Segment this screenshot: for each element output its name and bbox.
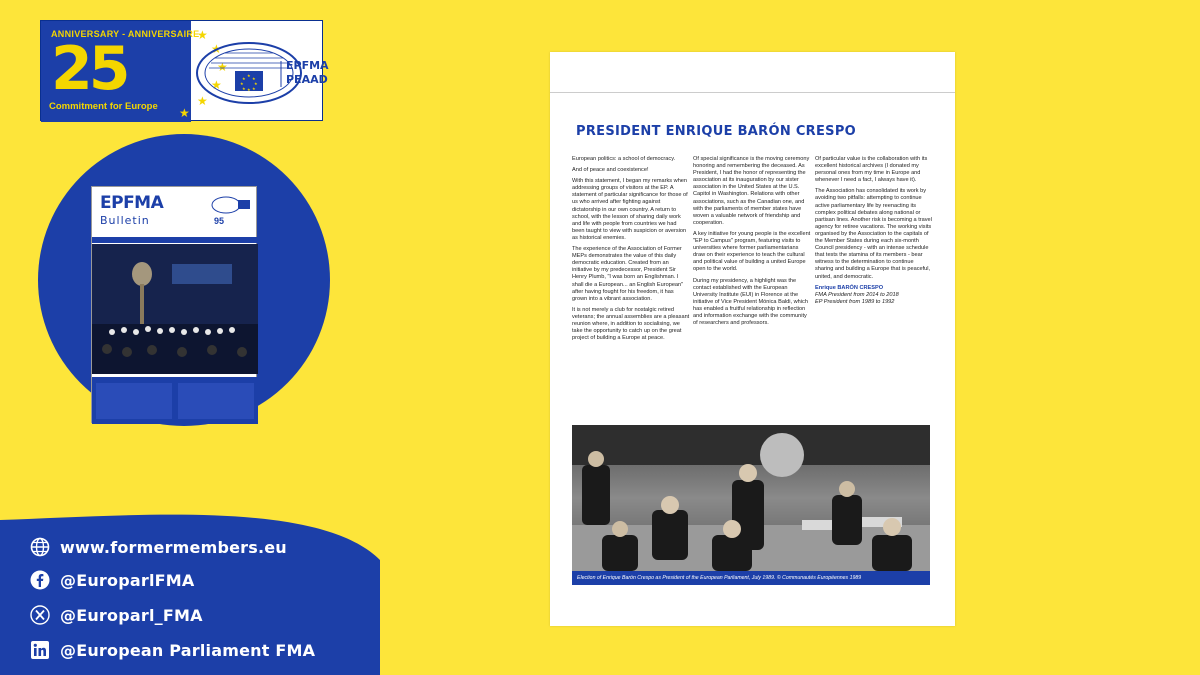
org-name-en: EPFMA	[286, 59, 329, 72]
anniversary-logo	[40, 20, 329, 121]
svg-text:★: ★	[197, 28, 208, 42]
bulletin-cover-photo	[92, 244, 258, 374]
svg-text:★: ★	[252, 76, 256, 81]
paragraph: European politics: a school of democracy.	[572, 156, 676, 162]
page-header-bar	[550, 52, 955, 93]
paragraph: It is not merely a club for nostalgic retired veterans; the annual assemblies are a pleasant reunion where, in addition to socialising, we take the opportunity to catch up on the great project of building a Europe at peace.	[572, 306, 690, 342]
linkedin-icon	[30, 640, 50, 660]
article-page	[550, 52, 955, 626]
svg-text:★: ★	[179, 106, 190, 120]
org-name-fr: PEAAD	[286, 73, 328, 86]
bulletin-subtitle: Bulletin	[100, 214, 150, 227]
article-column-3	[815, 156, 933, 306]
paragraph: With this statement, I began my remarks when addressing groups of visitors at the EP. A statement of particular significance for those of us who arrived after fighting against dictatorship in our own country. A return to school, with the lesson of sharing daily work and life with people from countries we had been taught to view with suspicion or aversion as historical enemies.	[572, 178, 688, 241]
svg-text:★: ★	[254, 81, 258, 86]
paragraph: Of particular value is the collaboration with its excellent historical archives (I donated my personal ones from my time in Europe and whenever I need a fact, I always have it).	[815, 156, 928, 184]
facebook-label: @EuroparlFMA	[60, 570, 195, 590]
website-label: www.formermembers.eu	[60, 537, 287, 557]
bulletin-title: EPFMA	[100, 193, 164, 213]
svg-text:★: ★	[211, 42, 222, 56]
bulletin-issue-number: 95	[214, 216, 225, 226]
signature-line-1: FMA President from 2014 to 2018	[815, 291, 899, 298]
signature-name: Enrique BARÓN CRESPO	[815, 284, 884, 291]
article-photo	[572, 425, 930, 571]
signature-line-2: EP President from 1989 to 1992	[815, 298, 895, 305]
anniversary-tagline: Commitment for Europe	[49, 101, 158, 112]
paragraph: During my presidency, a highlight was the contact established with the European University Institute (EUI) in Florence at the initiative of Vice President Mónica Baldi, which has enabled a fruitful relationship in reflection and information exchange with the community of researchers and professors.	[693, 277, 808, 327]
x-label: @Europarl_FMA	[60, 605, 203, 625]
anniversary-label: ANNIVERSARY - ANNIVERSAIRE	[51, 29, 200, 39]
photo-caption: Election of Enrique Barón Crespo as President of the European Parliament, July 1989. © Communautés Européennes 1989	[572, 571, 930, 585]
svg-text:★: ★	[197, 94, 208, 108]
globe-icon	[30, 537, 50, 557]
website-link[interactable]	[30, 536, 287, 558]
paragraph: The experience of the Association of Former MEPs demonstrates the value of this daily democratic education. Created from an initiative by my predecessor, President Sir Henry Plumb, "I was born an Englishman. I shall die a European... an English European" after having fought for his freedom, it has grown into a vibrant association.	[572, 246, 684, 302]
article-column-2	[693, 156, 811, 331]
anniversary-number: 25	[51, 34, 127, 104]
bulletin-footer-panel	[92, 377, 258, 424]
paragraph: The Association has consolidated its work by avoiding two pitfalls: attempting to continue active parliamentary life by reenacting its complex political debates along national or partisan lines. Another risk is becoming a travel agency for retiree vacations. The working visits organised by the Association to the capitals of the Member States during each six-month Council presidency - with an intense schedule that tests the stamina of its members - bear witness to the determination to continue sharing and building a Europe that is peaceful, united, and democratic.	[815, 188, 932, 280]
facebook-icon	[30, 570, 50, 590]
svg-text:★: ★	[242, 86, 246, 91]
svg-text:★: ★	[242, 76, 246, 81]
article-column-1	[572, 156, 690, 346]
facebook-link[interactable]	[30, 569, 194, 591]
paragraph: Of special significance is the moving ceremony honoring and remembering the deceased. As President, I had the honor of representing the association at its inauguration by our sister association in the United States at the U.S. Capitol in Washington. Relations with other associations, such as the Canadian one, and with the parliaments of member states have woven a valuable network of friendship and cooperation.	[693, 156, 810, 226]
svg-text:★: ★	[217, 60, 228, 74]
org-name	[286, 59, 329, 87]
x-link[interactable]	[30, 604, 203, 626]
svg-text:★: ★	[247, 73, 251, 78]
paragraph: And of peace and coexistence!	[572, 167, 649, 174]
svg-text:★: ★	[252, 86, 256, 91]
svg-text:★: ★	[247, 87, 251, 92]
svg-text:★: ★	[240, 81, 244, 86]
bulletin-stripe	[92, 237, 258, 243]
x-icon	[30, 605, 50, 625]
article-title: PRESIDENT ENRIQUE BARÓN CRESPO	[576, 124, 856, 139]
linkedin-link[interactable]	[30, 639, 315, 661]
linkedin-label: @European Parliament FMA	[60, 640, 316, 660]
bulletin-cover[interactable]	[91, 186, 257, 423]
paragraph: A key initiative for young people is the excellent "EP to Campus" program, featuring visits to universities where former parliamentarians draw on their experience to teach the cultural and political value of building a united Europe open to the world.	[693, 230, 811, 273]
svg-text:★: ★	[211, 78, 222, 92]
bulletin-hemicycle-icon	[210, 195, 252, 215]
